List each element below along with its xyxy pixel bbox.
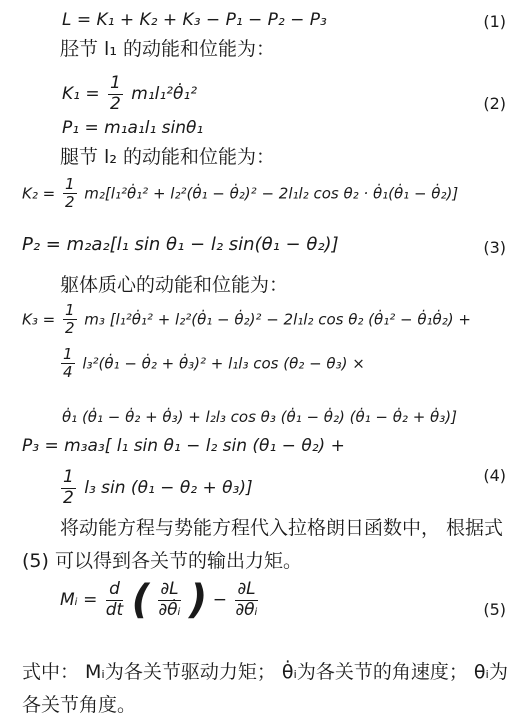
minus-sign: − xyxy=(212,590,227,611)
equation-K2 xyxy=(22,176,458,212)
equation-torque xyxy=(60,577,261,624)
equation-torque-lhs: Mᵢ = xyxy=(60,590,98,611)
label-thigh-energy: 腿节 l₂ 的动能和位能为： xyxy=(60,146,275,168)
equation-P3-line2-text: l₃ sin (θ₁ − θ₂ + θ₃)] xyxy=(84,478,253,499)
fraction-half xyxy=(108,74,123,114)
label-body-energy: 躯体质心的动能和位能为： xyxy=(60,274,289,296)
fraction-numerator: 1 xyxy=(64,175,75,193)
fraction-numerator: 1 xyxy=(64,301,75,319)
fraction-half xyxy=(61,468,76,508)
fraction-denominator: 2 xyxy=(64,193,75,212)
equation-K3-line1 xyxy=(22,302,471,338)
fraction-denominator: 4 xyxy=(63,363,73,382)
fraction-denominator: ∂θ̇ᵢ xyxy=(158,599,181,620)
equation-P2: P₂ = m₂a₂[l₁ sin θ₁ − l₂ sin(θ₁ − θ₂)] xyxy=(22,234,339,255)
fraction-numerator: ∂L xyxy=(160,579,179,599)
big-paren-close: ) xyxy=(189,577,208,624)
fraction-numerator: ∂L xyxy=(237,579,256,599)
equation-K1-rhs: m₁l₁²θ̇₁² xyxy=(131,84,198,105)
fraction-denominator: dt xyxy=(105,599,124,620)
equation-number-3: (3) xyxy=(483,238,506,257)
fraction-numerator: 1 xyxy=(110,73,121,93)
fraction-d-dt xyxy=(106,580,123,620)
equation-K3-line2 xyxy=(58,346,365,382)
equation-number-4: (4) xyxy=(483,466,506,485)
fraction-dL-dtheta xyxy=(235,580,257,620)
fraction-denominator: 2 xyxy=(64,319,75,338)
fraction-numerator: 1 xyxy=(63,345,73,363)
fraction-denominator: 2 xyxy=(63,487,74,508)
fraction-half xyxy=(63,302,77,338)
equation-number-2: (2) xyxy=(483,94,506,113)
equation-K1 xyxy=(62,74,197,114)
paragraph-definitions: 式中： Mᵢ为各关节驱动力矩； θ̇ᵢ为各关节的角速度； θᵢ为各关节角度。 xyxy=(22,661,508,716)
big-paren-open: ( xyxy=(131,577,150,624)
equation-P3-line1: P₃ = m₃a₃[ l₁ sin θ₁ − l₂ sin (θ₁ − θ₂) + xyxy=(22,436,345,456)
equation-lagrangian: L = K₁ + K₂ + K₃ − P₁ − P₂ − P₃ xyxy=(62,10,327,30)
fraction-quarter xyxy=(61,346,75,382)
equation-K3-line3: θ̇₁ (θ̇₁ − θ̇₂ + θ̇₃) + l₂l₃ cos θ₃ (θ̇₁ − θ̇₂) (θ̇₁ − θ̇₂ + θ̇₃)] xyxy=(62,408,457,426)
equation-number-1: (1) xyxy=(483,12,506,31)
equation-P1: P₁ = m₁a₁l₁ sinθ₁ xyxy=(62,118,204,138)
equation-K3-lhs: K₃ = xyxy=(22,310,56,329)
fraction-half xyxy=(63,176,77,212)
equation-K2-rhs: m₂[l₁²θ̇₁² + l₂²(θ̇₁ − θ̇₂)² − 2l₁l₂ cos θ₂ · θ̇₁(θ̇₁ − θ̇₂)] xyxy=(84,184,459,203)
fraction-numerator: 1 xyxy=(63,467,74,487)
equation-number-5: (5) xyxy=(483,600,506,619)
fraction-dL-dthetadot xyxy=(158,580,180,620)
equation-K2-lhs: K₂ = xyxy=(22,184,56,203)
equation-K3-line2-text: l₃²(θ̇₁ − θ̇₂ + θ̇₃)² + l₁l₃ cos (θ₂ − θ₃) × xyxy=(82,354,365,373)
fraction-denominator: ∂θᵢ xyxy=(235,599,258,620)
equation-K1-lhs: K₁ = xyxy=(62,84,100,105)
fraction-denominator: 2 xyxy=(110,93,121,114)
label-shin-energy: 胫节 l₁ 的动能和位能为： xyxy=(60,38,275,60)
paragraph-substitution: 将动能方程与势能方程代入拉格朗日函数中， 根据式 (5) 可以得到各关节的输出力矩。 xyxy=(22,517,504,572)
equation-P3-line2 xyxy=(58,468,253,508)
equation-K3-line1-text: m₃ [l₁²θ̇₁² + l₂²(θ̇₁ − θ̇₂)² − 2l₁l₂ cos θ₂ (θ̇₁² − θ̇₁θ̇₂) + xyxy=(84,310,471,329)
fraction-numerator: d xyxy=(106,580,123,601)
